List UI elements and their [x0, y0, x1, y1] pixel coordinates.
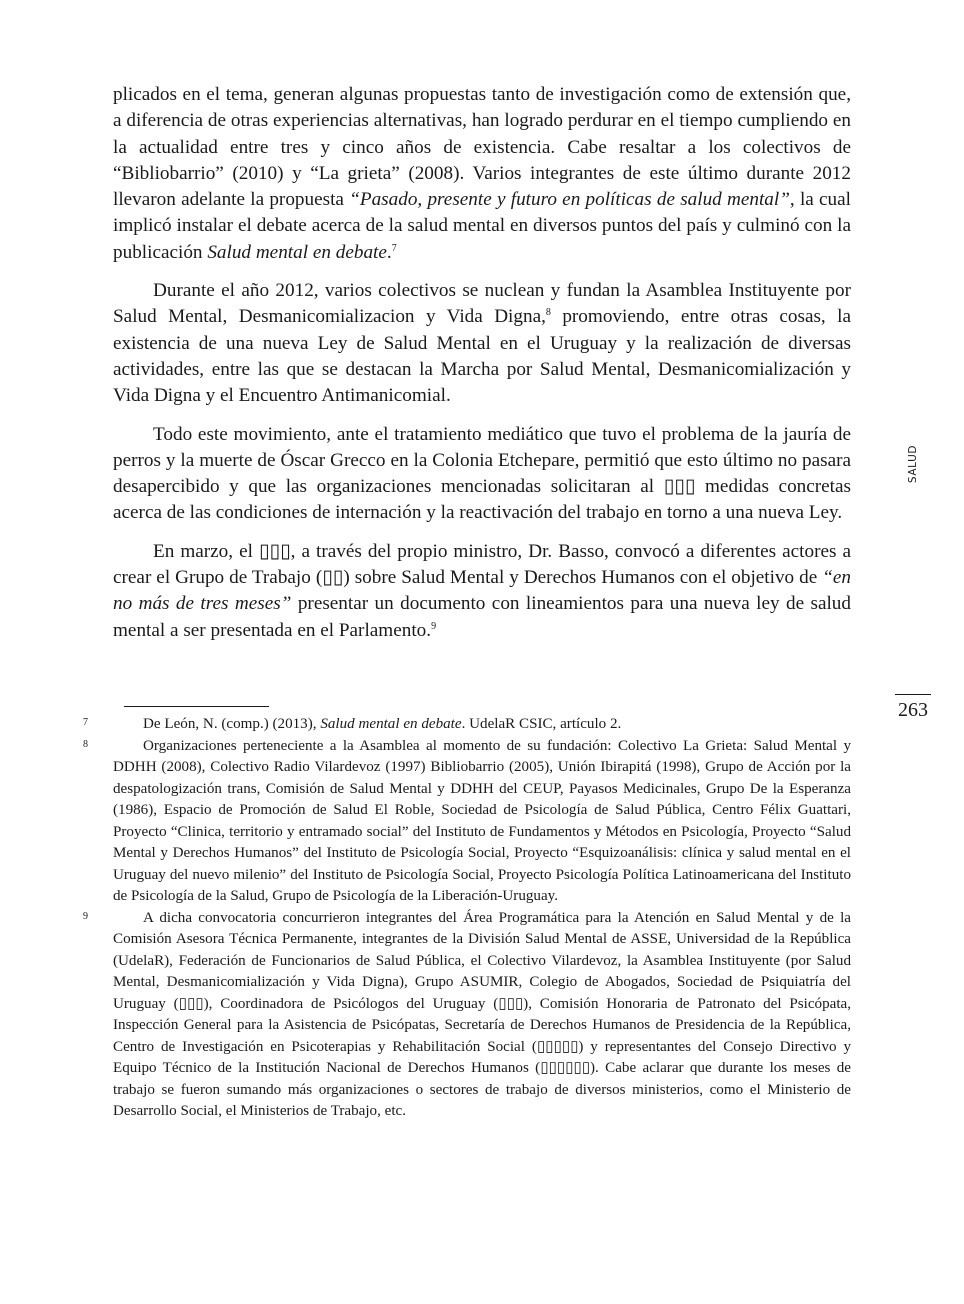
italic-proposal-title: “Pasado, presente y futuro en políticas de salud mental” [349, 189, 790, 211]
paragraph-text: . [386, 241, 392, 263]
page-number: 263 [898, 699, 928, 721]
footnote-ref-9[interactable]: 9 [431, 620, 437, 632]
italic-quote: “en no más de tres meses” [113, 567, 851, 615]
paragraph-text: , la cual implicó instalar el debate acerca de la salud mental en diversos puntos del país y culminó con la publicación [113, 189, 851, 263]
footnote-italic-title: Salud mental en debate [320, 716, 462, 732]
footnote-number: 9 [83, 910, 88, 922]
footnote-ref-8[interactable]: 8 [545, 307, 551, 319]
paragraph-4 [113, 539, 851, 644]
footnote-text: A dicha convocatoria concurrieron integrantes del Área Programática para la Atención en Salud Mental y de la Comisión Asesora Técnica Permanente, integrantes de la División Salud Mental de ASSE, Universidad de la República (UdelaR), Federación de Funcionarios de Salud Pública, el Colectivo Vilardevoz, la Asamblea Instituyente (por Salud Mental, Desmanicomialización y Vida Digna), Grupo ASUMIR, Colegio de Abogados, Sociedad de Psiquiatría del Uruguay (▯▯▯), Coordinadora de Psicólogos del Uruguay (▯▯▯), Comisión Honoraria de Patronato del Psicópata, Inspección General para la Asistencia de Psicópatas, Secretaría de Derechos Humanos de Presidencia de la República, Centro de Investigación en Psicoterapias y Rehabilitación Social (▯▯▯▯▯) y representantes del Consejo Directivo y Equipo Técnico de la Institución Nacional de Derechos Humanos (▯▯▯▯▯▯). Cabe aclarar que durante los meses de trabajo se fueron sumando más organizaciones o sectores de trabajo de diversos ministerios, como el Ministerio de Desarrollo Social, el Ministerios de Trabajo, etc. [113, 909, 851, 1119]
paragraph-text: En marzo, el ▯▯▯, a través del propio ministro, Dr. Basso, convocó a diferentes actores a crear el Grupo de Trabajo (▯▯) sobre Salud Mental y Derechos Humanos con el objetivo de [113, 540, 851, 589]
footnote-ref-7[interactable]: 7 [391, 242, 397, 254]
paragraph-text: Todo este movimiento, ante el tratamiento mediático que tuvo el problema de la jauría de perros y la muerte de Óscar Grecco en la Colonia Etchepare, permitió que esto último no pasara desapercibido y que las organizaciones mencionadas solicitaran al ▯▯▯ medidas concretas acerca de las condiciones de internación y la reactivación del trabajo en torno a una nueva Ley. [113, 423, 851, 524]
footnote-number: 7 [83, 717, 88, 728]
paragraph-text: plicados en el tema, generan algunas propuestas tanto de investigación como de extensión que, a diferencia de otras experiencias alternativas, han logrado perdurar en el tiempo cumpliendo en la actualidad entre tres y cinco años de existencia. Cabe resaltar a los colectivos de “Bibliobarrio” (2010) y “La grieta” (2008). Varios integrantes de este último durante 2012 llevaron adelante la propuesta [113, 84, 851, 211]
paragraph-1 [113, 82, 851, 266]
footnote-separator [124, 706, 269, 707]
paragraph-3 [113, 422, 851, 527]
section-side-label-text: SALUD [907, 444, 919, 484]
footnotes [83, 714, 851, 1123]
footnote-text: Organizaciones perteneciente a la Asamblea al momento de su fundación: Colectivo La Grieta: Salud Mental y DDHH (2008), Colectivo Radio Vilardevoz (1997) Bibliobarrio (2005), Unión Ibirapitá (1998), Grupo de Acción por la despatologización trans, Comisión de Salud Mental y DDHH del CEUP, Payasos Medicinales, Grupo De la Esperanza (1986), Espacio de Promoción de Salud El Roble, Sociedad de Psicología de Salud Pública, Centro Félix Guattari, Proyecto “Clinica, territorio y entramado social” del Instituto de Fundamentos y Métodos en Psicología, Proyecto “Salud Mental y Derechos Humanos” del Instituto de Psicología Social, Proyecto “Esquizoanálisis: clínica y salud mental en el Uruguay del nuevo milenio” del Instituto de Psicología Social, Proyecto Psicología Política Latinoamericana del Instituto de Psicología de la Salud, Grupo de Psicología de la Liberación-Uruguay. [113, 737, 851, 904]
footnote-9 [83, 908, 851, 1123]
italic-publication-title: Salud mental en debate [207, 241, 387, 263]
footnote-text: . UdelaR CSIC, artículo 2. [461, 716, 622, 732]
paragraph-text: promoviendo, entre otras cosas, la existencia de una nueva Ley de Salud Mental en el Uruguay y la realización de diversas actividades, entre las que se destacan la Marcha por Salud Mental, Desmanicomialización y Vida Digna y el Encuentro Antimanicomial. [113, 306, 851, 407]
paragraph-2 [113, 278, 851, 409]
page-number-rule [895, 694, 931, 695]
main-text [113, 82, 851, 656]
footnote-text: De León, N. (comp.) (2013), [143, 716, 321, 732]
paragraph-text: presentar un documento con lineamientos para una nueva ley de salud mental a ser presentada en el Parlamento. [113, 593, 851, 641]
paragraph-text: Durante el año 2012, varios colectivos se nuclean y fundan la Asamblea Instituyente por Salud Mental, Desmanicomializacion y Vida Digna, [113, 280, 851, 328]
footnote-7 [83, 714, 851, 736]
footnote-8 [83, 736, 851, 908]
footnote-number: 8 [83, 738, 88, 750]
section-side-label [906, 444, 920, 484]
